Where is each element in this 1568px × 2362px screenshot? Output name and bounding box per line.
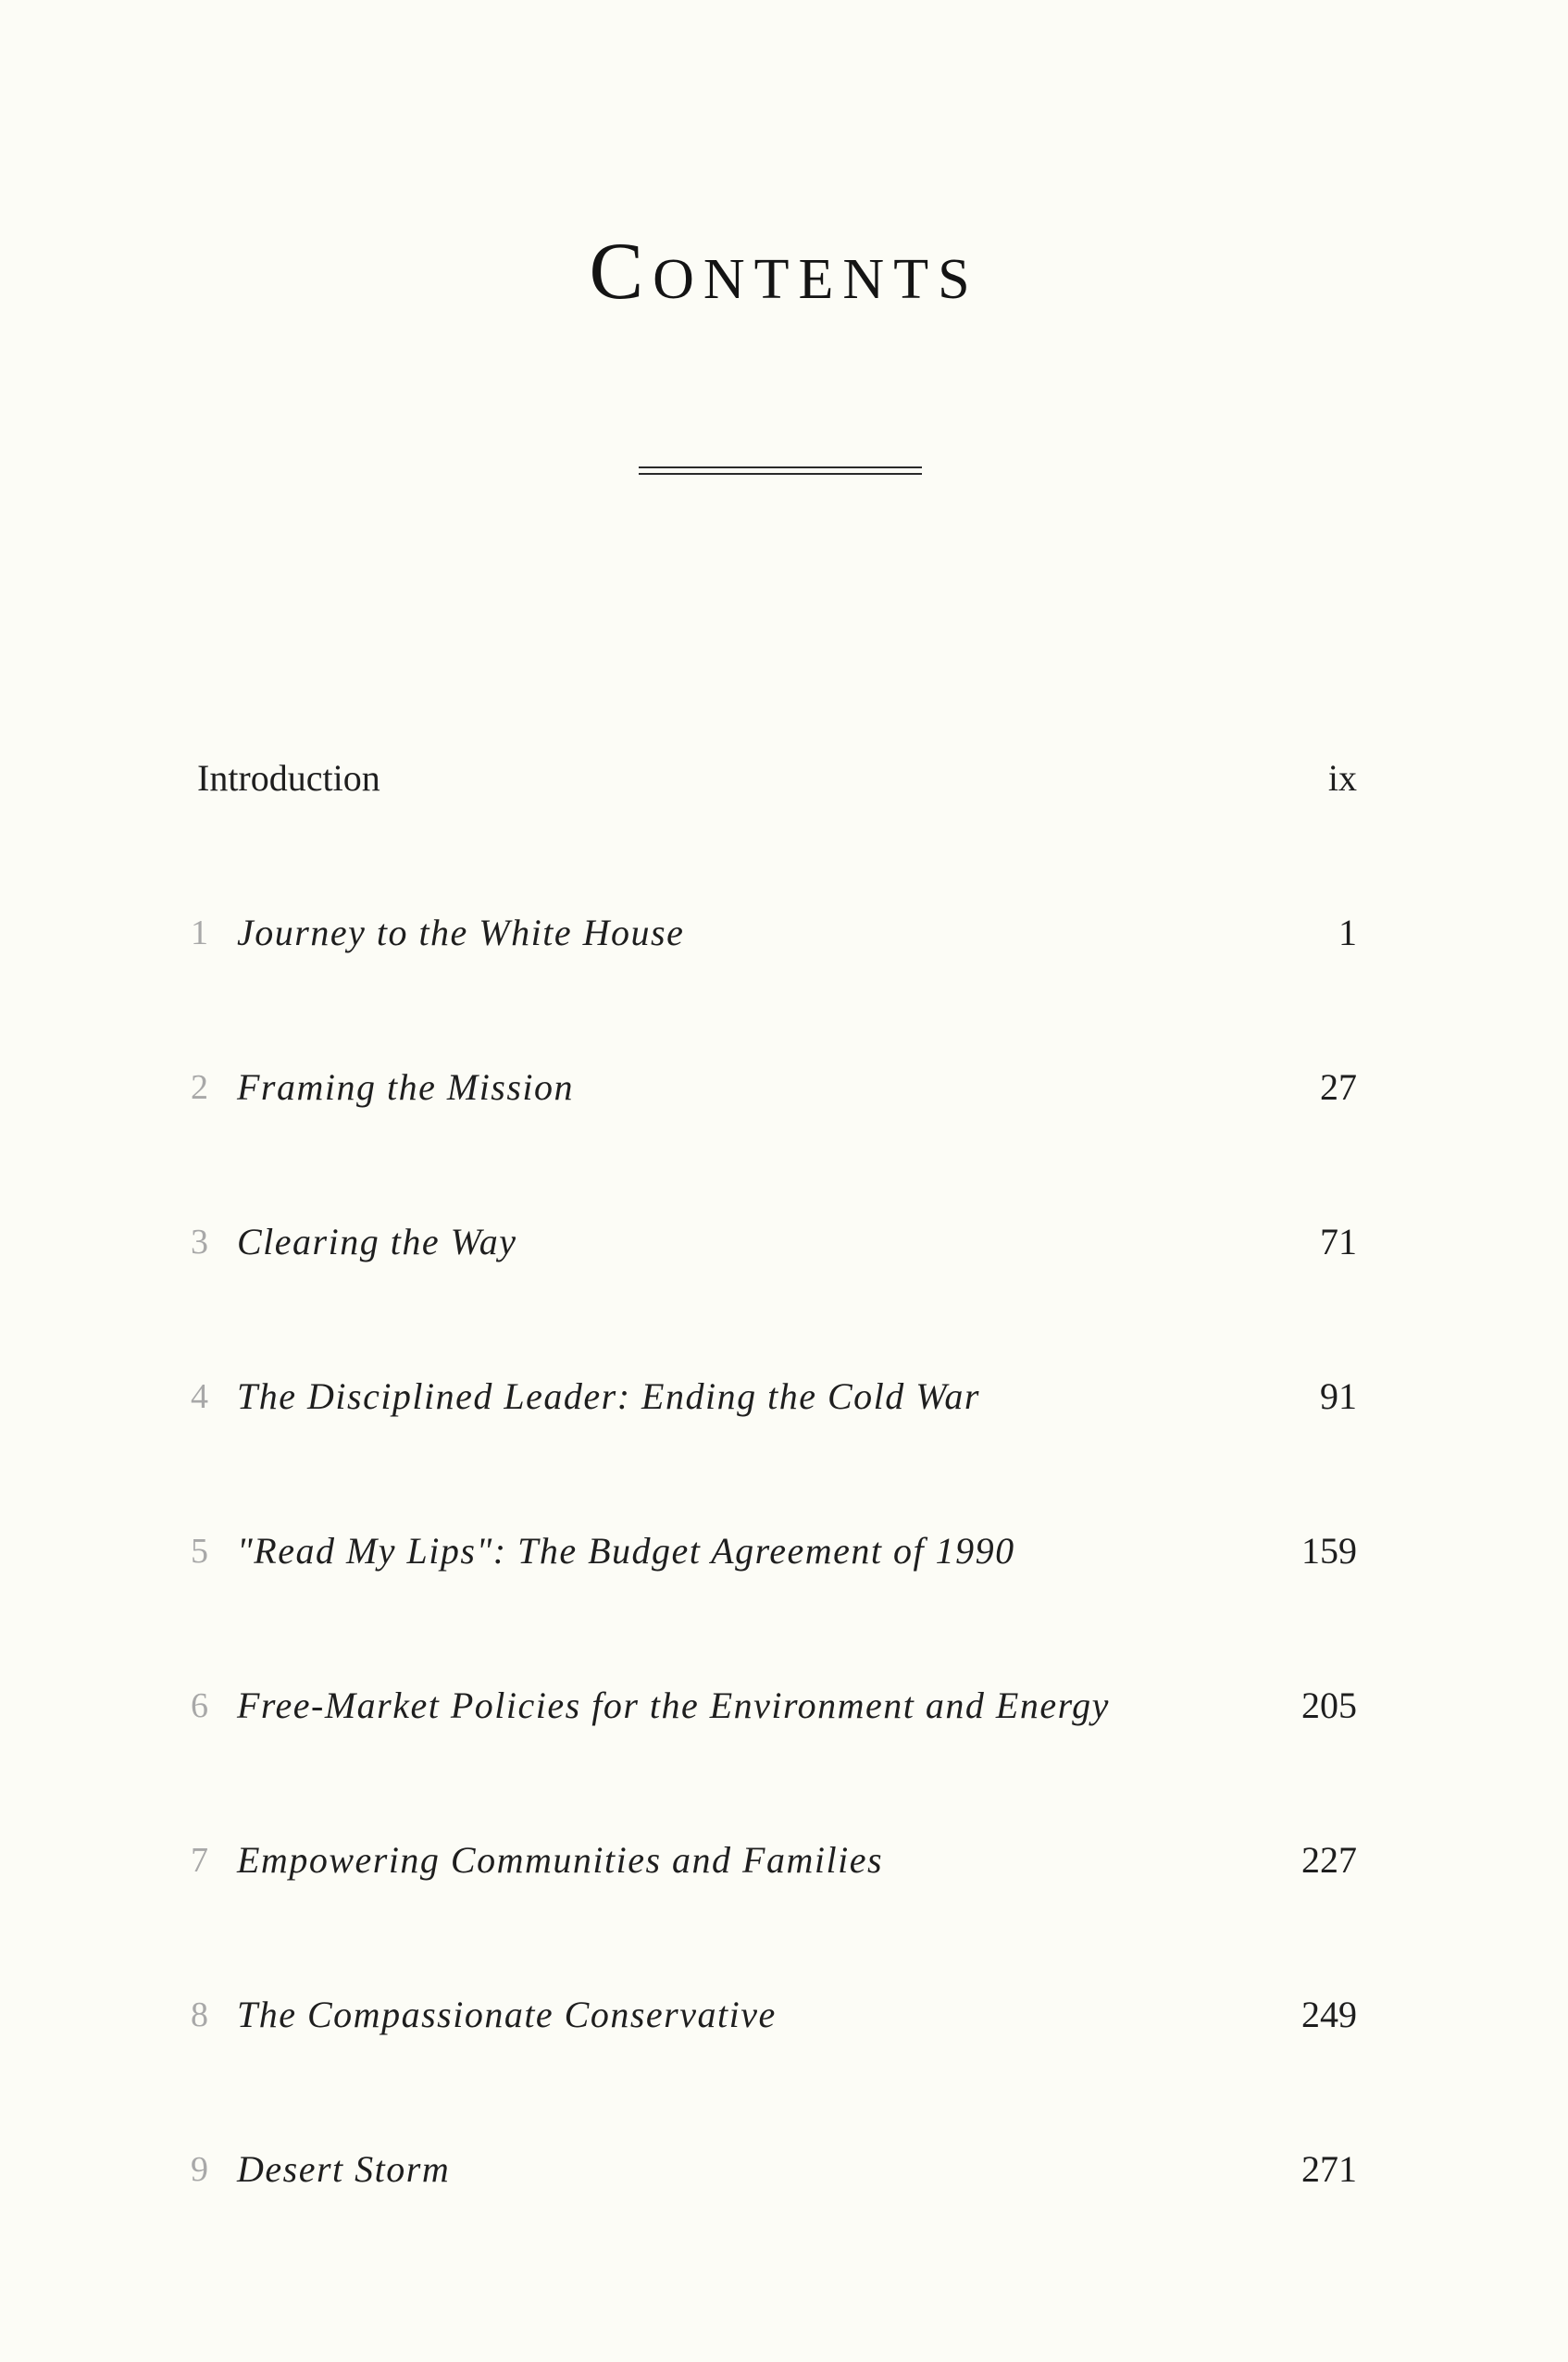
toc-entry-chapter-6 <box>0 1678 1568 1734</box>
toc-entry-chapter-7 <box>0 1833 1568 1888</box>
toc-entry-title: Introduction <box>197 757 380 799</box>
toc-entry-page: 227 <box>1301 1839 1357 1881</box>
toc-entry-chapter-9 <box>0 2142 1568 2197</box>
toc-entry-page: 1 <box>1338 912 1357 953</box>
toc-entry-title: The Disciplined Leader: Ending the Cold War <box>237 1375 980 1417</box>
toc-entry-chapter-5 <box>0 1523 1568 1579</box>
toc-chapter-number: 6 <box>191 1686 208 1725</box>
toc-entry-title: Empowering Communities and Families <box>237 1839 884 1881</box>
toc-entry-title: Free-Market Policies for the Environment and Energy <box>237 1684 1110 1726</box>
toc-entry-chapter-4 <box>0 1369 1568 1424</box>
toc-chapter-number: 4 <box>191 1377 208 1416</box>
toc-entry-title: Framing the Mission <box>237 1066 575 1108</box>
toc-entry-chapter-3 <box>0 1214 1568 1270</box>
toc-chapter-number: 2 <box>191 1068 208 1107</box>
toc-entry-page: 159 <box>1301 1530 1357 1572</box>
toc-entry-title: "Read My Lips": The Budget Agreement of 1990 <box>237 1530 1015 1572</box>
toc-chapter-number: 8 <box>191 1995 208 2034</box>
toc-chapter-number: 7 <box>191 1841 208 1880</box>
toc-chapter-number: 9 <box>191 2150 208 2189</box>
toc-entry-chapter-2 <box>0 1060 1568 1115</box>
toc-entry-page: 205 <box>1301 1684 1357 1726</box>
toc-entry-page: 71 <box>1320 1221 1357 1262</box>
toc-entry-page: 27 <box>1320 1066 1357 1108</box>
toc-entry-chapter-8 <box>0 1987 1568 2043</box>
toc-entry-page: ix <box>1327 757 1357 799</box>
toc-entry-title: The Compassionate Conservative <box>237 1994 777 2035</box>
toc-entry-page: 271 <box>1301 2148 1357 2190</box>
title-double-rule <box>639 466 922 475</box>
toc-entry-title: Clearing the Way <box>237 1221 517 1262</box>
toc-chapter-number: 5 <box>191 1532 208 1571</box>
toc-entry-page: 91 <box>1320 1375 1357 1417</box>
toc-entry-chapter-1 <box>0 905 1568 961</box>
toc-entry-page: 249 <box>1301 1994 1357 2035</box>
toc-chapter-number: 3 <box>191 1223 208 1262</box>
toc-entry-title: Desert Storm <box>237 2148 451 2190</box>
toc-entry-title: Journey to the White House <box>237 912 685 953</box>
toc-entry-introduction <box>0 751 1568 806</box>
page-title: Contents <box>589 227 979 317</box>
toc-chapter-number: 1 <box>191 914 208 952</box>
